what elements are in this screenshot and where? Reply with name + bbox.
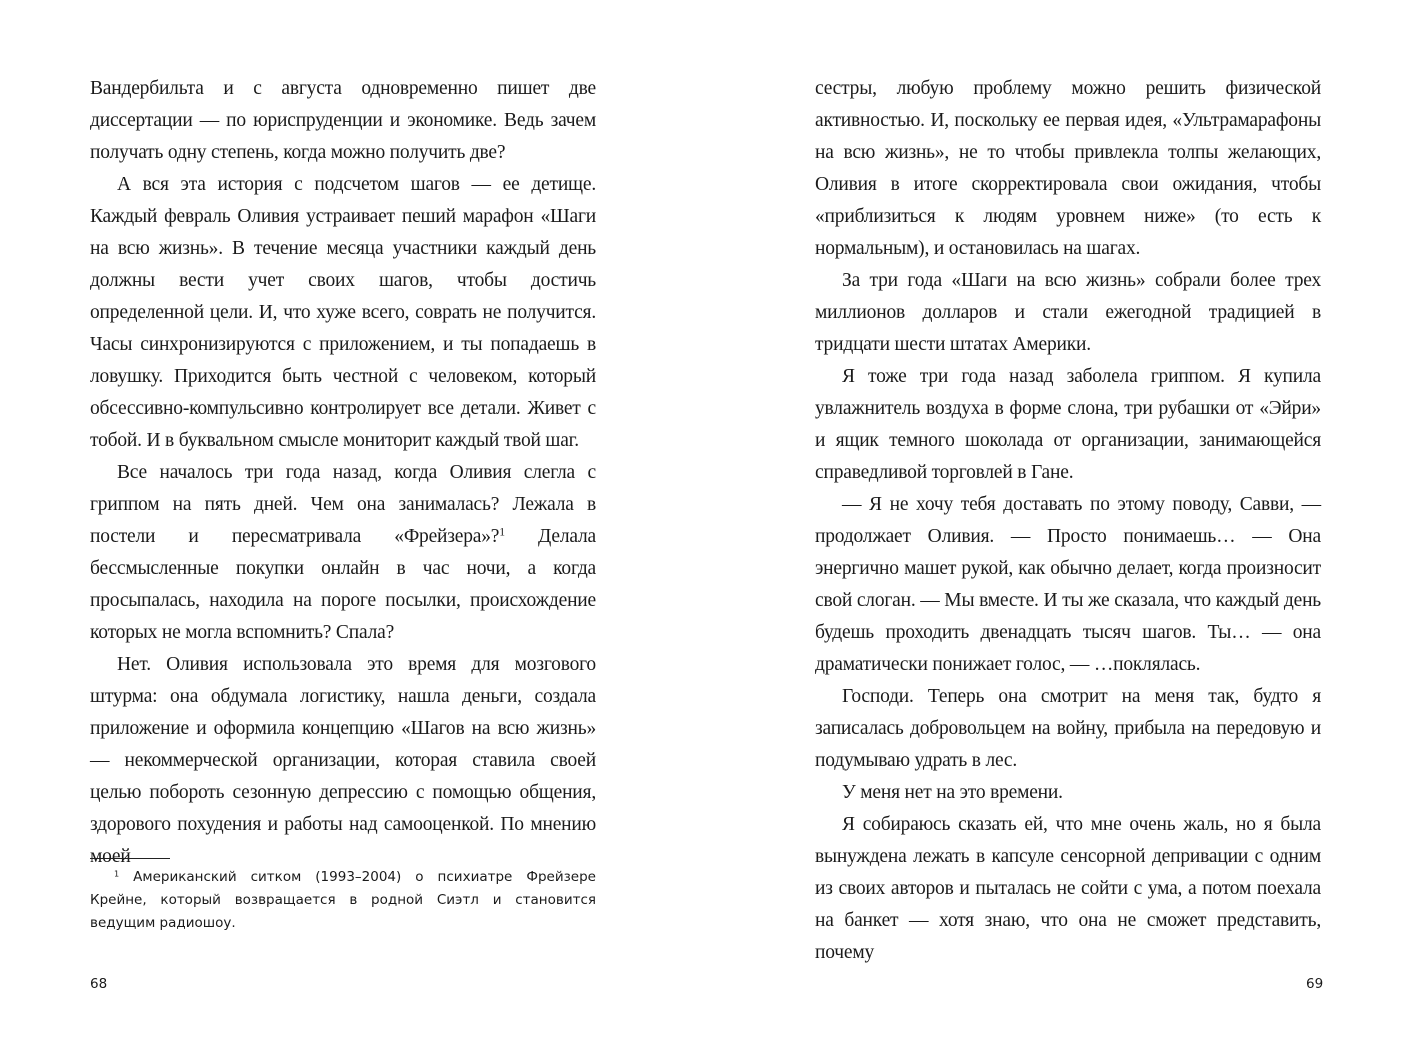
paragraph-text: Все началось три года назад, когда Оливия слегла с гриппом на пять дней. Чем она занималась? Лежала в постели и пересматривала «Фрейзера»? bbox=[90, 462, 596, 547]
page-number-left: 68 bbox=[90, 976, 108, 992]
paragraph: Я тоже три года назад заболела гриппом. Я купила увлажнитель воздуха в форме слона, три рубашки от «Эйри» и ящик темного шоколада от организации, занимающейся справедливой торговлей в Гане. bbox=[815, 366, 1321, 483]
paragraph: А вся эта история с подсчетом шагов — ее детище. Каждый февраль Оливия устраивает пеший марафон «Шаги на всю жизнь». В течение месяца участники каждый день должны вести учет своих шагов, чтобы достичь определенной цели. И, что хуже всего, соврать не получится. Часы синхронизируются с приложением, и ты попадаешь в ловушку. Приходится быть честной с человеком, который обсессивно-компульсивно контролирует все детали. Живет с тобой. И в буквальном смысле мониторит каждый твой шаг. bbox=[90, 174, 596, 451]
paragraph: сестры, любую проблему можно решить физической активностью. И, поскольку ее первая идея, «Ультрамарафоны на всю жизнь», не то чтобы привлекла толпы желающих, Оливия в итоге скорректировала свои ожидания, чтобы «приблизиться к людям уровнем ниже» (то есть к нормальным), и остановилась на шагах. bbox=[815, 78, 1321, 259]
footnote-reference[interactable]: 1 bbox=[499, 525, 505, 539]
paragraph: — Я не хочу тебя доставать по этому поводу, Савви, — продолжает Оливия. — Просто понимаешь… — Она энергично машет рукой, как обычно делает, когда произносит свой слоган. — Мы вместе. И ты же сказала, что каждый день будешь проходить двенадцать тысяч шагов. Ты… — она драматически понижает голос, — …поклялась. bbox=[815, 494, 1321, 675]
paragraph-text: Делала бессмысленные покупки онлайн в час ночи, а когда просыпалась, находила на пороге посылки, происхождение которых не могла вспомнить? Спала? bbox=[90, 526, 596, 643]
right-page-body bbox=[815, 73, 1321, 969]
paragraph: Нет. Оливия использовала это время для мозгового штурма: она обдумала логистику, нашла деньги, создала приложение и оформила концепцию «Шагов на всю жизнь» — некоммерческой организации, которая ставила своей целью побороть сезонную депрессию с помощью общения, здорового похудения и работы над самооценкой. По мнению моей bbox=[90, 654, 596, 867]
footnote-text: Американский ситком (1993–2004) о психиатре Фрейзере Крейне, который возвращается в родной Сиэтл и становится ведущим радиошоу. bbox=[90, 869, 596, 931]
paragraph: У меня нет на это времени. bbox=[842, 782, 1063, 803]
footnote-marker: 1 bbox=[114, 868, 120, 879]
footnote bbox=[90, 866, 596, 935]
paragraph: За три года «Шаги на всю жизнь» собрали более трех миллионов долларов и стали ежегодной традицией в тридцати шести штатах Америки. bbox=[815, 270, 1321, 355]
paragraph: Я собираюсь сказать ей, что мне очень жаль, но я была вынуждена лежать в капсуле сенсорной депривации с одним из своих авторов и пыталась не сойти с ума, а потом поехала на банкет — хотя знаю, что она не сможет представить, почему bbox=[815, 814, 1321, 963]
paragraph bbox=[90, 457, 596, 649]
paragraph: Вандербильта и с августа одновременно пишет две диссертации — по юриспруденции и экономике. Ведь зачем получать одну степень, когда можно получить две? bbox=[90, 78, 596, 163]
footnote-divider bbox=[90, 858, 170, 859]
page-number-right: 69 bbox=[1306, 976, 1324, 992]
paragraph: Господи. Теперь она смотрит на меня так, будто я записалась добровольцем на войну, прибыла на передовую и подумываю удрать в лес. bbox=[815, 686, 1321, 771]
left-page-body bbox=[90, 73, 596, 873]
